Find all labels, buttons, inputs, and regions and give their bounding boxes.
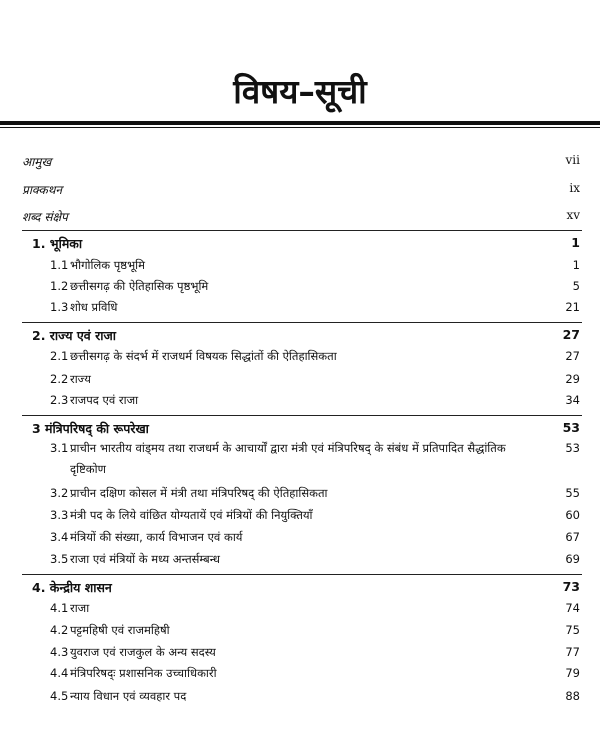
section-page: 60 bbox=[565, 508, 580, 522]
chapter-page: 53 bbox=[562, 420, 580, 435]
section-page: 79 bbox=[565, 666, 580, 680]
section-title: न्याय विधान एवं व्यवहार पद bbox=[70, 689, 187, 703]
toc-entry-title: शब्द संक्षेप bbox=[22, 210, 68, 224]
title-rule-thin bbox=[0, 127, 600, 128]
section-page: 34 bbox=[565, 393, 580, 407]
section-number: 1.3 bbox=[50, 300, 69, 314]
section-page: 88 bbox=[565, 689, 580, 703]
chapter-page: 27 bbox=[562, 327, 580, 342]
section-number: 3.5 bbox=[50, 552, 69, 566]
section-page: 53 bbox=[565, 441, 580, 455]
chapter-title: 3 मंत्रिपरिषद् की रूपरेखा bbox=[32, 421, 149, 436]
chapter-page: 1 bbox=[571, 235, 580, 250]
section-separator bbox=[22, 574, 582, 575]
section-number: 2.3 bbox=[50, 393, 69, 407]
title-rule-thick bbox=[0, 121, 600, 125]
section-number: 4.3 bbox=[50, 645, 69, 659]
toc-entry-shabd-sankshep bbox=[0, 208, 600, 228]
section-number: 4.2 bbox=[50, 623, 69, 637]
section-page: 1 bbox=[572, 258, 580, 272]
toc-entry-page: xv bbox=[566, 208, 580, 222]
section-separator bbox=[22, 415, 582, 416]
section-number: 2.1 bbox=[50, 349, 69, 363]
page-title: विषय–सूची bbox=[233, 72, 367, 111]
chapter-title: 1. भूमिका bbox=[32, 236, 83, 251]
section-page: 75 bbox=[565, 623, 580, 637]
section-title: पट्टमहिषी एवं राजमहिषी bbox=[70, 623, 170, 637]
section-separator bbox=[22, 322, 582, 323]
toc-entry-page: ix bbox=[569, 181, 580, 195]
section-title: राजपद एवं राजा bbox=[70, 393, 139, 407]
toc-entry-prakkathan bbox=[0, 181, 600, 201]
section-number: 3.2 bbox=[50, 486, 69, 500]
section-number: 4.5 bbox=[50, 689, 69, 703]
section-number: 1.1 bbox=[50, 258, 69, 272]
chapter-title: 2. राज्य एवं राजा bbox=[32, 328, 116, 343]
toc-entry-page: vii bbox=[565, 153, 580, 167]
section-number: 4.4 bbox=[50, 666, 69, 680]
section-page: 77 bbox=[565, 645, 580, 659]
section-title: प्राचीन भारतीय वांड्मय तथा राजधर्म के आचार्यों द्वारा मंत्री एवं मंत्रिपरिषद् के संबंध में प्रतिपादित सैद्धांतिक दृष्टिकोण bbox=[70, 441, 506, 476]
chapter-heading-1 bbox=[0, 235, 600, 257]
section-number: 1.2 bbox=[50, 279, 69, 293]
section-title: मंत्रियों की संख्या, कार्य विभाजन एवं कार्य bbox=[70, 530, 243, 544]
section-number: 4.1 bbox=[50, 601, 69, 615]
section-title: युवराज एवं राजकुल के अन्य सदस्य bbox=[70, 645, 216, 659]
chapter-page: 73 bbox=[562, 579, 580, 594]
toc-entry-aamukh bbox=[0, 153, 600, 173]
section-title: मंत्रिपरिषद्ः प्रशासनिक उच्चाधिकारी bbox=[70, 666, 217, 680]
section-page: 67 bbox=[565, 530, 580, 544]
chapter-title: 4. केन्द्रीय शासन bbox=[32, 580, 112, 595]
section-title: छत्तीसगढ़ के संदर्भ में राजधर्म विषयक सिद्धांतों की ऐतिहासिकता bbox=[70, 349, 337, 363]
section-number: 3.1 bbox=[50, 441, 69, 455]
section-page: 69 bbox=[565, 552, 580, 566]
section-separator bbox=[22, 230, 582, 231]
section-title: प्राचीन दक्षिण कोसल में मंत्री तथा मंत्रिपरिषद् की ऐतिहासिकता bbox=[70, 486, 328, 500]
section-number: 3.4 bbox=[50, 530, 69, 544]
section-title: मंत्री पद के लिये वांछित योग्यतायें एवं मंत्रियों की नियुक्तियाँ bbox=[70, 508, 313, 522]
section-title: भौगोलिक पृष्ठभूमि bbox=[70, 258, 146, 272]
section-page: 21 bbox=[565, 300, 580, 314]
section-page: 5 bbox=[572, 279, 580, 293]
section-title: राजा एवं मंत्रियों के मध्य अन्तर्सम्बन्ध bbox=[70, 552, 220, 566]
section-title: राज्य bbox=[70, 372, 91, 386]
section-title: शोध प्रविधि bbox=[70, 300, 118, 314]
section-page: 55 bbox=[565, 486, 580, 500]
section-page: 74 bbox=[565, 601, 580, 615]
section-number: 3.3 bbox=[50, 508, 69, 522]
section-number: 2.2 bbox=[50, 372, 69, 386]
section-title: छत्तीसगढ़ की ऐतिहासिक पृष्ठभूमि bbox=[70, 279, 209, 293]
toc-entry-title: प्राक्कथन bbox=[22, 183, 63, 197]
section-page: 27 bbox=[565, 349, 580, 363]
section-title: राजा bbox=[70, 601, 90, 615]
toc-entry-title: आमुख bbox=[22, 155, 52, 169]
section-page: 29 bbox=[565, 372, 580, 386]
